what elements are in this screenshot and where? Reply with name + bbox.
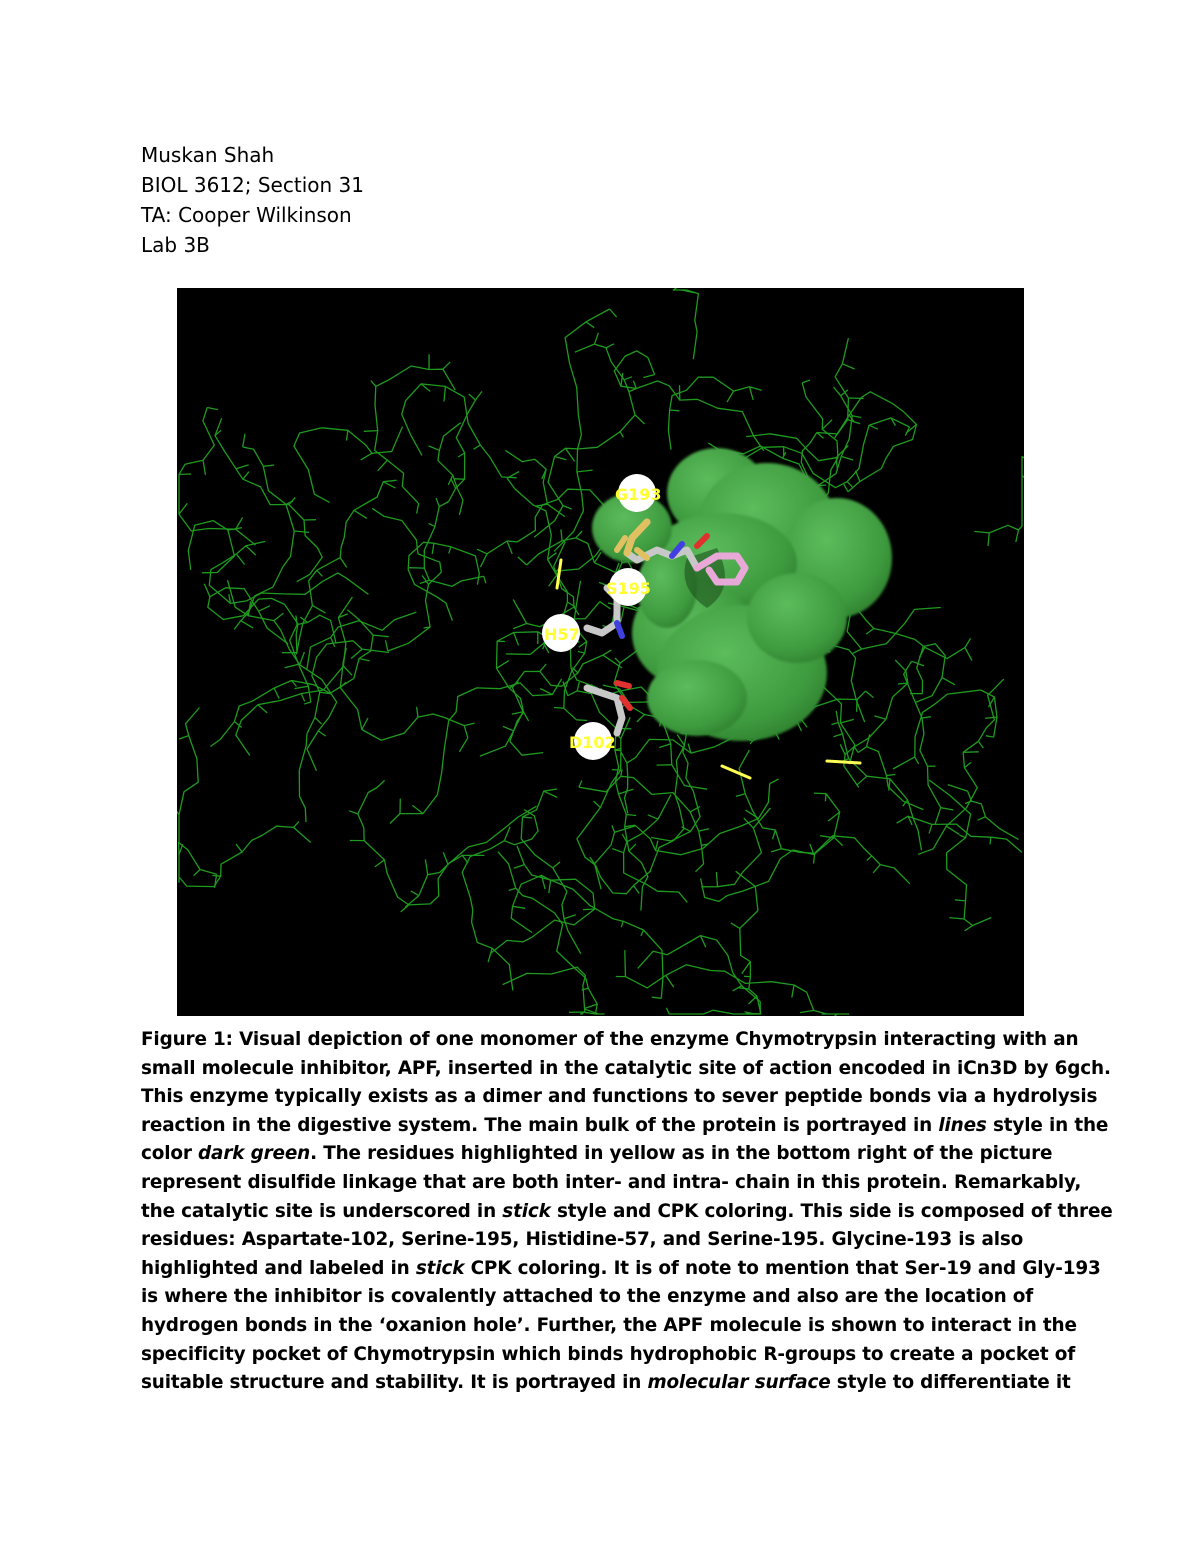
side-chain-line [964, 762, 971, 767]
figure-caption [141, 1026, 1113, 1398]
caption-line [141, 1283, 1066, 1312]
side-chain-line [474, 445, 481, 449]
side-chain-line [373, 635, 389, 637]
caption-text: residues: Aspartate-102, Serine-195, Histidine-57, and Serine-195. Glycine-193 is also [141, 1229, 1024, 1251]
side-chain-line [578, 651, 585, 653]
side-chain-line [549, 880, 551, 893]
side-chain-line [523, 817, 533, 818]
caption-text: hydrogen bonds in the ‘oxanion hole’. Further, the APF molecule is shown to interact in the [141, 1314, 1077, 1336]
label-h57 [542, 614, 580, 652]
backbone-chain [701, 808, 770, 887]
side-chain-line [481, 554, 488, 567]
caption-line [141, 1226, 1066, 1255]
side-chain-line [746, 810, 759, 818]
side-chain-line [429, 523, 435, 526]
side-chain-line [585, 1004, 597, 1008]
side-chain-line [241, 621, 253, 628]
side-chain-line [621, 753, 627, 763]
side-chain-line [577, 470, 593, 472]
side-chain-line [554, 708, 564, 709]
side-chain-line [540, 664, 546, 671]
side-chain-line [773, 830, 776, 839]
side-chain-line [579, 780, 582, 787]
side-chain-line [464, 723, 474, 726]
side-chain-line [561, 529, 562, 540]
caption-text: highlighted and labeled in [141, 1257, 416, 1279]
side-chain-line [637, 715, 645, 722]
side-chain-line [929, 824, 932, 833]
side-chain-line [610, 309, 617, 317]
side-chain-line [565, 448, 574, 461]
side-chain-line [629, 844, 636, 851]
side-chain-line [978, 817, 986, 821]
backbone-chain [893, 690, 997, 769]
side-chain-line [852, 649, 861, 654]
caption-text: style to differentiate it [830, 1372, 1071, 1394]
side-chain-line [503, 726, 514, 730]
backbone-chain [491, 875, 595, 953]
side-chain-line [873, 865, 880, 873]
caption-text: the catalytic site is underscored in [141, 1200, 503, 1222]
side-chain-line [802, 380, 810, 383]
side-chain-line [544, 791, 558, 797]
caption-emphasis: stick [415, 1257, 465, 1279]
side-chain-line [274, 688, 279, 699]
side-chain-line [312, 605, 325, 613]
side-chain-line [504, 827, 510, 841]
backbone-chain [375, 366, 456, 514]
side-chain-line [331, 637, 335, 647]
side-chain-line [296, 616, 297, 625]
side-chain-line [963, 752, 979, 753]
side-chain-line [594, 552, 601, 562]
side-chain-line [462, 855, 468, 863]
side-chain-line [867, 734, 870, 746]
backbone-chain [462, 810, 538, 991]
side-chain-line [869, 425, 878, 429]
side-chain-line [425, 859, 427, 874]
side-chain-line [243, 434, 245, 447]
side-chain-line [620, 432, 623, 438]
side-chain-line [666, 975, 674, 987]
backbone-chain [668, 377, 761, 450]
side-chain-line [866, 629, 874, 635]
side-chain-line [641, 930, 644, 936]
side-chain-line [942, 678, 955, 685]
side-chain-line [842, 364, 854, 369]
backbone-chain [507, 478, 598, 688]
side-chain-line [985, 717, 997, 718]
backbone-chain [948, 785, 1019, 840]
side-chain-line [263, 465, 274, 466]
side-chain-line [375, 860, 385, 867]
side-chain-line [750, 387, 754, 400]
backbone-chain [210, 610, 373, 747]
backbone-chain [669, 871, 761, 1014]
side-chain-line [362, 718, 368, 730]
side-chain-line [458, 453, 465, 457]
side-chain-line [634, 886, 640, 894]
caption-emphasis: lines [938, 1114, 987, 1136]
side-chain-line [524, 712, 529, 721]
side-chain-line [922, 717, 931, 718]
backbone-chain [179, 826, 311, 886]
backbone-chain [438, 423, 463, 515]
backbone-chain [929, 780, 991, 926]
side-chain-line [986, 736, 994, 737]
side-chain-line [513, 906, 526, 908]
side-chain-line [294, 531, 309, 532]
side-chain-line [361, 453, 372, 460]
caption-text: represent disulfide linkage that are both inter- and intra- chain in this protein. Remarkably, [141, 1171, 1082, 1193]
side-chain-line [606, 344, 614, 348]
side-chain-line [300, 652, 305, 665]
side-chain-line [207, 408, 218, 410]
side-chain-line [727, 391, 734, 402]
side-chain-line [371, 381, 376, 387]
side-chain-line [612, 770, 621, 771]
caption-emphasis: molecular surface [647, 1372, 831, 1394]
side-chain-line [513, 624, 527, 629]
side-chain-line [507, 541, 512, 554]
caption-text: suitable structure and stability. It is portrayed in [141, 1372, 648, 1394]
side-chain-line [354, 510, 367, 518]
backbone-chain [424, 391, 483, 586]
caption-emphasis: stick [502, 1200, 551, 1222]
side-chain-line [236, 465, 249, 469]
side-chain-line [848, 420, 860, 424]
side-chain-line [915, 757, 919, 764]
side-chain-line [518, 557, 527, 565]
side-chain-line [800, 1010, 814, 1012]
side-chain-line [497, 661, 509, 669]
side-chain-line [444, 386, 445, 401]
side-chain-line [179, 736, 189, 739]
side-chain-line [236, 844, 242, 852]
caption-line [141, 1026, 1079, 1055]
side-chain-line [509, 888, 516, 890]
lab-title: Lab 3B [141, 233, 210, 257]
caption-line [141, 1369, 1071, 1398]
caption-text: specificity pocket of Chymotrypsin which binds hydrophobic R-groups to create a pocket of [141, 1343, 1076, 1365]
side-chain-line [514, 865, 525, 869]
side-chain-line [586, 322, 594, 328]
side-chain-line [635, 415, 645, 424]
side-chain-line [285, 664, 299, 667]
side-chain-line [832, 723, 839, 725]
author-name: Muskan Shah [141, 143, 275, 167]
side-chain-line [656, 841, 658, 851]
backbone-chain [505, 450, 564, 516]
side-chain-line [243, 472, 249, 480]
backbone-chain [179, 708, 217, 875]
side-chain-line [716, 872, 717, 887]
side-chain-line [301, 694, 305, 702]
backbone-chain [307, 612, 417, 669]
side-chain-line [792, 985, 794, 998]
backbone-chain [358, 780, 485, 905]
side-chain-line [626, 815, 636, 816]
side-chain-line [844, 484, 848, 492]
side-chain-line [612, 849, 623, 853]
side-chain-line [941, 808, 954, 810]
backbone-chain [390, 679, 562, 824]
side-chain-line [847, 482, 852, 488]
side-chain-line [621, 607, 624, 622]
side-chain-line [412, 805, 423, 813]
side-chain-line [378, 460, 388, 471]
side-chain-line [555, 457, 567, 460]
side-chain-line [848, 398, 863, 399]
side-chain-line [194, 870, 200, 876]
protein-backbone-lines [177, 288, 1024, 1016]
side-chain-line [576, 531, 582, 538]
side-chain-line [866, 691, 874, 698]
side-chain-line [595, 333, 599, 344]
side-chain-line [990, 837, 991, 844]
side-chain-line [203, 460, 205, 475]
caption-emphasis: dark green [198, 1143, 311, 1165]
svg-text:S195: S195 [606, 579, 651, 598]
side-chain-line [621, 921, 623, 927]
side-chain-line [343, 666, 352, 675]
backbone-chain [974, 456, 1022, 533]
side-chain-line [294, 822, 300, 828]
side-chain-line [488, 948, 492, 962]
course-info: BIOL 3612; Section 31 [141, 173, 364, 197]
backbone-chain [568, 691, 648, 911]
side-chain-line [624, 377, 632, 380]
side-chain-line [874, 716, 886, 719]
side-chain-line [612, 825, 615, 832]
side-chain-line [274, 613, 284, 621]
side-chain-line [699, 829, 710, 831]
caption-text: reaction in the digestive system. The main bulk of the protein is portrayed in [141, 1114, 939, 1136]
backbone-chain [294, 427, 403, 503]
side-chain-line [359, 659, 370, 661]
side-chain-line [833, 734, 842, 737]
side-chain-line [652, 997, 662, 998]
side-chain-line [564, 915, 576, 919]
backbone-chain [579, 776, 704, 871]
side-chain-line [615, 658, 620, 663]
backbone-chain [513, 542, 574, 627]
backbone-chain [498, 852, 604, 1014]
backbone-chain [517, 846, 663, 998]
backbone-chain [497, 632, 548, 755]
side-chain-line [411, 891, 419, 896]
backbone-chain [858, 747, 923, 810]
caption-line [141, 1112, 1109, 1141]
side-chain-line [840, 744, 845, 754]
backbone-chain [625, 735, 740, 814]
caption-line [141, 1312, 1077, 1341]
caption-line [141, 1341, 1076, 1370]
backbone-chain [625, 950, 849, 1014]
side-chain-line [349, 811, 358, 814]
side-chain-line [540, 689, 552, 695]
side-chain-line [978, 741, 983, 748]
side-chain-line [317, 570, 323, 576]
side-chain-line [852, 416, 861, 418]
caption-text: small molecule inhibitor, APF, inserted in the catalytic site of action encoded in iCn3D by 6gch. [141, 1057, 1111, 1079]
side-chain-line [469, 394, 476, 400]
caption-line [141, 1255, 1101, 1284]
side-chain-line [417, 707, 418, 717]
side-chain-line [484, 576, 486, 583]
side-chain-line [364, 431, 378, 432]
side-chain-line [841, 719, 854, 723]
side-chain-line [887, 775, 896, 776]
side-chain-line [867, 856, 872, 861]
side-chain-line [666, 1008, 669, 1014]
backbone-chain [299, 641, 389, 822]
backbone-chain [521, 789, 581, 954]
author-block [141, 140, 364, 260]
caption-line [141, 1140, 1066, 1169]
side-chain-line [857, 700, 858, 712]
side-chain-line [246, 546, 256, 555]
caption-text: This enzyme typically exists as a dimer and functions to sever peptide bonds via a hydrolysis [141, 1086, 1098, 1108]
label-d102 [569, 722, 616, 760]
side-chain-line [736, 794, 745, 797]
ta-info: TA: Cooper Wilkinson [141, 203, 352, 227]
backbone-chain [638, 936, 761, 1014]
side-chain-line [514, 633, 519, 646]
side-chain-line [841, 456, 853, 460]
caption-text: color [141, 1143, 199, 1165]
caption-text: style in the [986, 1114, 1109, 1136]
side-chain-line [383, 482, 395, 488]
backbone-chain [340, 648, 468, 752]
side-chain-line [315, 717, 322, 724]
side-chain-line [295, 686, 309, 688]
side-chain-line [386, 640, 388, 651]
side-chain-line [648, 815, 658, 819]
side-chain-line [449, 547, 451, 554]
side-chain-line [443, 852, 448, 864]
svg-text:D102: D102 [569, 733, 616, 752]
side-chain-line [955, 900, 966, 901]
side-chain-line [347, 430, 348, 440]
backbone-chain [595, 779, 779, 889]
caption-line [141, 1169, 1082, 1198]
side-chain-line [949, 918, 964, 919]
side-chain-line [670, 410, 680, 411]
side-chain-line [965, 648, 972, 661]
side-chain-line [340, 558, 347, 568]
side-chain-line [429, 446, 440, 450]
svg-text:G193: G193 [615, 485, 662, 504]
side-chain-line [742, 962, 751, 974]
side-chain-line [443, 362, 450, 369]
backbone-chain [701, 793, 840, 901]
backbone-chain [836, 711, 921, 850]
backbone-chain [844, 660, 908, 788]
side-chain-line [633, 381, 636, 389]
side-chain-line [731, 923, 740, 929]
caption-line [141, 1055, 1111, 1084]
side-chain-line [825, 794, 826, 802]
side-chain-line [946, 826, 959, 834]
backbone-chain [673, 290, 698, 359]
backbone-chain [236, 597, 353, 755]
side-chain-line [603, 650, 612, 655]
caption-text: . The residues highlighted in yellow as in the bottom right of the picture [310, 1143, 1053, 1165]
side-chain-line [304, 702, 311, 704]
molecule-render [177, 288, 1024, 1016]
caption-text: Figure 1: Visual depiction of one monomer of the enzyme Chymotrypsin interacting with an [141, 1029, 1079, 1050]
side-chain-line [771, 849, 781, 852]
side-chain-line [965, 926, 973, 931]
caption-text: CPK coloring. It is of note to mention that Ser-19 and Gly-193 [464, 1257, 1101, 1279]
backbone-chain [614, 351, 763, 451]
side-chain-line [577, 682, 579, 691]
side-chain-line [318, 731, 325, 736]
protein-structure-figure [177, 288, 1024, 1016]
caption-line [141, 1083, 1098, 1112]
side-chain-line [436, 498, 439, 507]
side-chain-line [259, 606, 270, 612]
side-chain-line [1016, 530, 1019, 542]
caption-text: style and CPK coloring. This side is composed of three [550, 1200, 1113, 1222]
caption-text: is where the inhibitor is covalently attached to the enzyme and also are the location of [141, 1286, 1034, 1308]
side-chain-line [659, 744, 671, 748]
caption-line [141, 1198, 1113, 1227]
side-chain-line [563, 506, 572, 510]
side-chain-line [643, 375, 654, 378]
side-chain-line [988, 533, 989, 546]
side-chain-line [594, 801, 601, 807]
side-chain-line [553, 862, 560, 868]
side-chain-line [432, 543, 434, 554]
side-chain-line [258, 705, 267, 713]
side-chain-line [822, 420, 832, 430]
svg-text:H57: H57 [544, 625, 580, 644]
side-chain-line [401, 905, 409, 912]
backbone-chain [228, 580, 337, 771]
side-chain-line [179, 503, 187, 514]
side-chain-line [960, 835, 966, 838]
backbone-chain [503, 967, 586, 1014]
side-chain-line [236, 554, 244, 565]
side-chain-line [857, 776, 867, 785]
